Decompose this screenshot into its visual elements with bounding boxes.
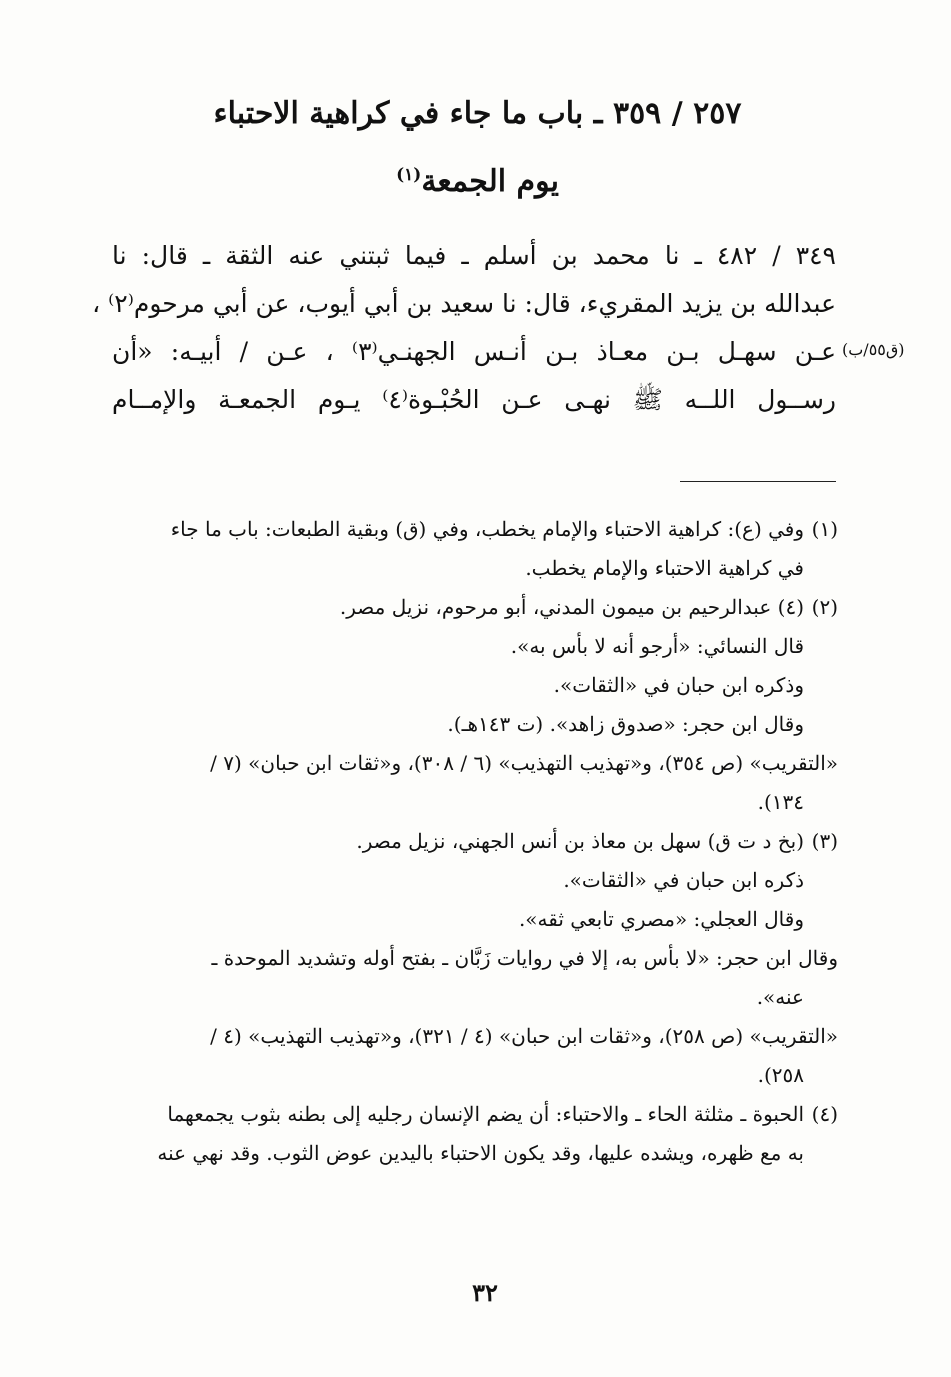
manuscript-margin-note: (ق٥٥/ب) [842, 340, 905, 359]
footnote-line [118, 510, 838, 549]
chapter-title-text: ٢٥٧ / ٣٥٩ ـ باب ما جاء في كراهية الاحتباء [213, 96, 742, 131]
footnote-number: (١) [811, 517, 838, 541]
footnote-line [118, 861, 838, 900]
footnote-text: وقال ابن حجر: «صدوق زاهد». (ت ١٤٣هـ). [447, 712, 804, 736]
footnotes [118, 510, 838, 1173]
footnote-separator [680, 481, 836, 482]
footnote-text: في كراهية الاحتباء والإمام يخطب. [525, 556, 804, 580]
footnote-text: ٢٥٨). [757, 1063, 804, 1087]
subtitle-footnote-marker: (١) [396, 165, 422, 185]
footnote-text: وفي (ع): كراهية الاحتباء والإمام يخطب، وفي (ق) وبقية الطبعات: باب ما جاء [170, 517, 804, 541]
chapter-subtitle-text: يوم الجمعة [421, 164, 559, 199]
footnote-text: وقال العجلي: «مصري تابعي ثقه». [518, 907, 804, 931]
footnote-line [118, 1056, 838, 1095]
footnote-line [118, 666, 838, 705]
footnote-text: وذكره ابن حبان في «الثقات». [553, 673, 804, 697]
page-number: ٣٢ [472, 1278, 498, 1307]
footnote-text: «التقريب» (ص ٣٥٤)، و«تهذيب التهذيب» (٦ / ٣٠٨)، و«ثقات ابن حبان» (٧ / [210, 751, 838, 775]
footnote-line [118, 627, 838, 666]
footnote-line [118, 822, 838, 861]
chapter-title [120, 92, 835, 136]
footnote-line [118, 783, 838, 822]
hadith-line: رســول اللــه ﷺ نهـى عـن الحُبْـوة⁽٤⁾ يـوم الجمعـة والإمــام [112, 385, 836, 414]
footnote-line [118, 900, 838, 939]
footnote-line [118, 744, 838, 783]
footnote-line [118, 1017, 838, 1056]
footnote-line [118, 978, 838, 1017]
footnote-text: وقال ابن حجر: «لا بأس به، إلا في روايات زَبَّان ـ بفتح أوله وتشديد الموحدة ـ [211, 946, 838, 970]
footnote-text: الحبوة ـ مثلثة الحاء ـ والاحتباء: أن يضم الإنسان رجليه إلى بطنه بثوب يجمعهما [167, 1102, 804, 1126]
footnote-text: ذكره ابن حبان في «الثقات». [563, 868, 804, 892]
footnote-text: (بخ د ت ق) سهل بن معاذ بن أنس الجهني، نزيل مصر. [356, 829, 804, 853]
footnote-line [118, 1095, 838, 1134]
footnote-line [118, 705, 838, 744]
footnote-line [118, 939, 838, 978]
footnote-text: قال النسائي: «أرجو أنه لا بأس به». [510, 634, 804, 658]
hadith-line: عـن سهـل بـن معـاذ بـن أنـس الجهنـي⁽٣⁾ ، عـن / أبيـه: «أن [112, 337, 836, 366]
footnote-text: به مع ظهره، ويشده عليها، وقد يكون الاحتباء باليدين عوض الثوب. وقد نهي عنه [157, 1141, 804, 1165]
footnote-line [118, 588, 838, 627]
footnote-text: «التقريب» (ص ٢٥٨)، و«ثقات ابن حبان» (٤ / ٣٢١)، و«تهذيب التهذيب» (٤ / [210, 1024, 838, 1048]
footnote-text: (٤) عبدالرحيم بن ميمون المدني، أبو مرحوم، نزيل مصر. [339, 595, 804, 619]
footnote-number: (٢) [811, 595, 838, 619]
hadith-line: ٣٤٩ / ٤٨٢ ـ نا محمد بن أسلم ـ فيما ثبتني عنه الثقة ـ قال: نا [112, 241, 836, 270]
footnote-number: (٤) [811, 1102, 838, 1126]
footnote-text: ١٣٤). [757, 790, 804, 814]
footnote-number: (٣) [811, 829, 838, 853]
footnote-line [118, 549, 838, 588]
hadith-line: عبدالله بن يزيد المقريء، قال: نا سعيد بن أبي أيوب، عن أبي مرحوم⁽٢⁾ ، [92, 289, 836, 318]
chapter-subtitle [120, 160, 835, 204]
hadith-text [92, 232, 836, 424]
footnote-text: عنه». [756, 985, 804, 1009]
footnote-line [118, 1134, 838, 1173]
